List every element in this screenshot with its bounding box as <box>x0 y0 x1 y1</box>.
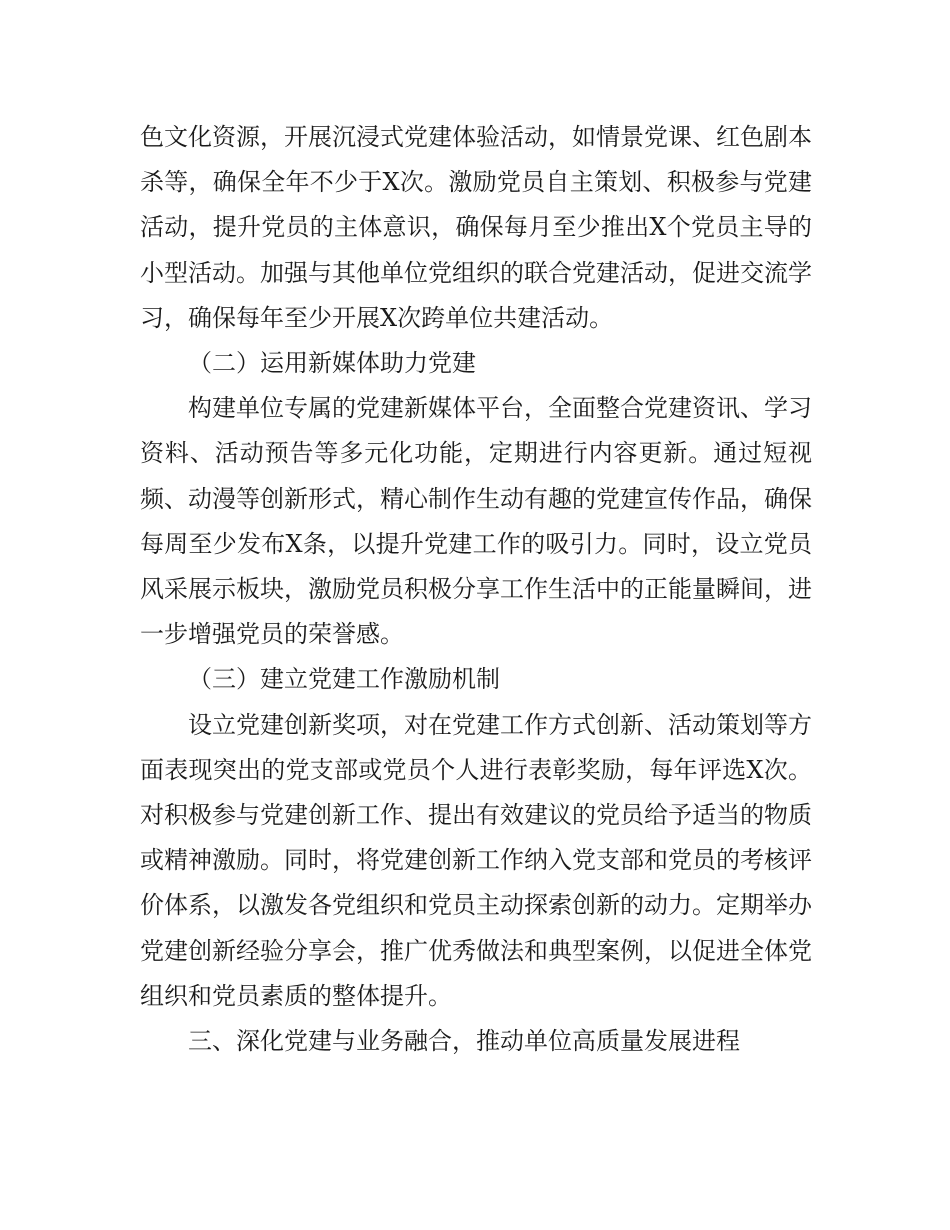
section-heading-party-business-integration: 三、深化党建与业务融合，推动单位高质量发展进程 <box>188 1027 740 1056</box>
document-body <box>140 115 812 1064</box>
paragraph-innovation-awards: 设立党建创新奖项，对在党建工作方式创新、活动策划等方面表现突出的党支部或党员个人进行表彰奖励，每年评选X次。对积极参与党建创新工作、提出有效建议的党员给予适当的物质或精神激励。同时，将党建创新工作纳入党支部和党员的考核评价体系，以激发各党组织和党员主动探索创新的动力。定期举办党建创新经验分享会，推广优秀做法和典型案例，以促进全体党组织和党员素质的整体提升。 <box>140 710 812 1010</box>
section-heading-new-media: （二）运用新媒体助力党建 <box>188 349 476 378</box>
section-heading-incentive-mechanism: （三）建立党建工作激励机制 <box>188 665 500 694</box>
paragraph-red-culture-activities: 色文化资源，开展沉浸式党建体验活动，如情景党课、红色剧本杀等，确保全年不少于X次。激励党员自主策划、积极参与党建活动，提升党员的主体意识，确保每月至少推出X个党员主导的小型活动。加强与其他单位党组织的联合党建活动，促进交流学习，确保每年至少开展X次跨单位共建活动。 <box>140 123 812 332</box>
paragraph-new-media-platform: 构建单位专属的党建新媒体平台，全面整合党建资讯、学习资料、活动预告等多元化功能，定期进行内容更新。通过短视频、动漫等创新形式，精心制作生动有趣的党建宣传作品，确保每周至少发布X条，以提升党建工作的吸引力。同时，设立党员风采展示板块，激励党员积极分享工作生活中的正能量瞬间，进一步增强党员的荣誉感。 <box>140 394 812 649</box>
